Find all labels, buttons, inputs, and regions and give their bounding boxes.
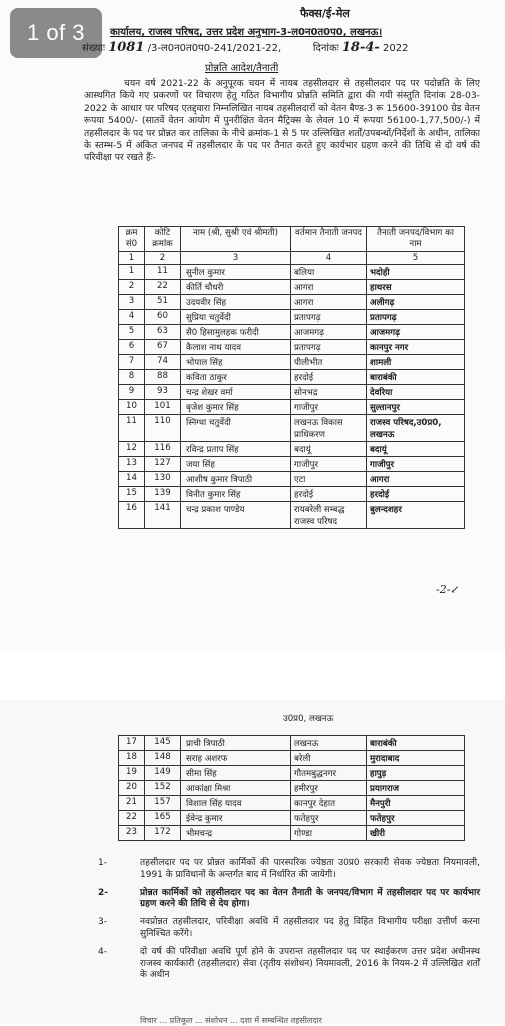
col-number: 5 bbox=[367, 252, 465, 265]
cell-serial: 13 bbox=[119, 457, 145, 472]
cell-new-posting: हाथरस bbox=[367, 280, 465, 295]
cell-name: सुनील कुमार bbox=[181, 265, 291, 280]
cell-grade: 60 bbox=[145, 310, 181, 325]
cell-new-posting: गाजीपुर bbox=[367, 457, 465, 472]
cell-current-posting: गाजीपुर bbox=[291, 400, 367, 415]
cell-new-posting: देवरिया bbox=[367, 385, 465, 400]
table-row bbox=[119, 340, 465, 355]
cell-serial: 1 bbox=[119, 265, 145, 280]
header-serial: क्रम सं0 bbox=[119, 227, 145, 252]
cell-name: सै0 हिसामुलहक फरीदी bbox=[181, 325, 291, 340]
cell-serial: 21 bbox=[119, 796, 145, 811]
cell-grade: 172 bbox=[145, 826, 181, 841]
cell-grade: 88 bbox=[145, 370, 181, 385]
table-row bbox=[119, 736, 465, 751]
cell-grade: 141 bbox=[145, 502, 181, 529]
cell-serial: 16 bbox=[119, 502, 145, 529]
table-row bbox=[119, 796, 465, 811]
table-row bbox=[119, 385, 465, 400]
date-label: दिनांकः bbox=[312, 43, 339, 54]
cell-serial: 17 bbox=[119, 736, 145, 751]
table-row bbox=[119, 415, 465, 442]
cell-serial: 3 bbox=[119, 295, 145, 310]
cell-name: बृजेश कुमार सिंह bbox=[181, 400, 291, 415]
col-number: 3 bbox=[181, 252, 291, 265]
table-row bbox=[119, 487, 465, 502]
order-paragraph: चयन वर्ष 2021-22 के अनुपूरक चयन में नायब तहसीलदार से तहसीलदार पद पर पदोन्नति के लिए आस्थगित किये गए प्रकरणों पर विचारण हेतु गठित विभागीय प्रोन्नति समिति द्वारा की गयी संस्तुति दिनांक 28-03-2022 के आधार पर परिषद एतद्द्वारा निम्नलिखित नायब तहसीलदारों को वेतन बैण्ड-3 रू 15600-39100 ग्रेड वेतन रूपया 5400/- (सातवें वेतन आयोग में पुनरीक्षित वेतन मैट्रिक्स के लेवल 10 में रूपया 56100-1,77,500/-) में तहसीलदार के पद पर प्रोन्नत कर तालिका के नीचे क्रमांक-1 से 5 पर उल्लिखित शर्तों/उपबन्धों/निर्देशों के अधीन, तालिका के स्तम्भ-5 में अंकित जनपद में तहसीलदार के पद पर तैनात करते हुए कार्यभार ग्रहण करने की तिथि से दो वर्ष की परिवीक्षा पर रखते हैंः- bbox=[84, 78, 480, 164]
cell-grade: 51 bbox=[145, 295, 181, 310]
condition-number: 1- bbox=[98, 858, 107, 868]
cell-serial: 6 bbox=[119, 340, 145, 355]
col-number: 1 bbox=[119, 252, 145, 265]
cell-serial: 15 bbox=[119, 487, 145, 502]
table-row bbox=[119, 826, 465, 841]
cell-new-posting: प्रयागराज bbox=[367, 781, 465, 796]
col-number: 2 bbox=[145, 252, 181, 265]
cell-name: आशीष कुमार त्रिपाठी bbox=[181, 472, 291, 487]
column-number-row bbox=[119, 252, 465, 265]
posting-table-continued bbox=[118, 735, 465, 841]
cell-current-posting: रायबरेली सम्बद्ध राजस्व परिषद bbox=[291, 502, 367, 529]
cell-new-posting: कानपुर नगर bbox=[367, 340, 465, 355]
cell-current-posting: आगरा bbox=[291, 280, 367, 295]
cell-new-posting: शामली bbox=[367, 355, 465, 370]
cell-grade: 157 bbox=[145, 796, 181, 811]
cell-new-posting: भदोही bbox=[367, 265, 465, 280]
cell-current-posting: बदायूं bbox=[291, 442, 367, 457]
table-row bbox=[119, 265, 465, 280]
cell-serial: 2 bbox=[119, 280, 145, 295]
cell-name: उदयवीर सिंह bbox=[181, 295, 291, 310]
cell-name: कैलाश नाथ यादव bbox=[181, 340, 291, 355]
cell-grade: 74 bbox=[145, 355, 181, 370]
header-new-posting: तैनाती जनपद/विभाग का नाम bbox=[367, 227, 465, 252]
cell-grade: 11 bbox=[145, 265, 181, 280]
cell-current-posting: गौतमबुद्धनगर bbox=[291, 766, 367, 781]
cell-current-posting: आजमगढ़ bbox=[291, 325, 367, 340]
cell-name: जया सिंह bbox=[181, 457, 291, 472]
page-gap bbox=[0, 650, 505, 700]
col-number: 4 bbox=[291, 252, 367, 265]
ref-label: संख्याः bbox=[82, 43, 106, 54]
fax-header: फैक्स/ई-मेल bbox=[300, 7, 350, 20]
cell-name: चन्द्र प्रकाश पाण्डेय bbox=[181, 502, 291, 529]
condition-number: 2- bbox=[98, 887, 108, 898]
cell-grade: 148 bbox=[145, 751, 181, 766]
cell-serial: 5 bbox=[119, 325, 145, 340]
cell-current-posting: हरदोई bbox=[291, 487, 367, 502]
cell-new-posting: आजमगढ़ bbox=[367, 325, 465, 340]
cell-current-posting: प्रतापगढ़ bbox=[291, 310, 367, 325]
cell-new-posting: फतेहपुर bbox=[367, 811, 465, 826]
condition-item bbox=[100, 947, 480, 982]
posting-table bbox=[118, 226, 465, 529]
cell-name: सराह अशरफ bbox=[181, 751, 291, 766]
cell-current-posting: प्रतापगढ़ bbox=[291, 340, 367, 355]
cell-current-posting: लखनऊ bbox=[291, 736, 367, 751]
condition-item bbox=[100, 888, 480, 912]
condition-number: 4- bbox=[98, 946, 107, 957]
ref-number: 1081 bbox=[108, 40, 145, 55]
cell-current-posting: हमीरपुर bbox=[291, 781, 367, 796]
header-name: नाम (श्री, सुश्री एवं श्रीमती) bbox=[181, 227, 291, 252]
cell-current-posting: गाजीपुर bbox=[291, 457, 367, 472]
reference-line bbox=[82, 40, 408, 55]
cell-name: रविन्द्र प्रताप सिंह bbox=[181, 442, 291, 457]
ref-code: /3-ल0न0त0प0-241/2021-22, bbox=[147, 43, 282, 54]
cell-new-posting: सुल्तानपुर bbox=[367, 400, 465, 415]
office-heading: कार्यालय, राजस्व परिषद, उत्तर प्रदेश अनुभाग-3-ल0न0त0प0, लखनऊ। bbox=[110, 27, 383, 38]
table-row bbox=[119, 781, 465, 796]
cell-grade: 22 bbox=[145, 280, 181, 295]
cell-name: आकांक्षा मिश्रा bbox=[181, 781, 291, 796]
cell-new-posting: प्रतापगढ़ bbox=[367, 310, 465, 325]
cell-new-posting: बाराबंकी bbox=[367, 370, 465, 385]
condition-item bbox=[100, 917, 480, 941]
cell-serial: 4 bbox=[119, 310, 145, 325]
condition-item bbox=[100, 858, 480, 882]
cell-name: सुप्रिया चतुर्वेदी bbox=[181, 310, 291, 325]
cell-serial: 10 bbox=[119, 400, 145, 415]
cell-new-posting: बाराबंकी bbox=[367, 736, 465, 751]
cell-grade: 110 bbox=[145, 415, 181, 442]
cell-grade: 152 bbox=[145, 781, 181, 796]
cell-current-posting: हरदोई bbox=[291, 370, 367, 385]
cell-serial: 7 bbox=[119, 355, 145, 370]
cell-new-posting: हरदोई bbox=[367, 487, 465, 502]
cell-new-posting: मैनपुरी bbox=[367, 796, 465, 811]
cell-serial: 19 bbox=[119, 766, 145, 781]
condition-text: दो वर्ष की परिवीक्षा अवधि पूर्ण होने के उपरान्त तहसीलदार पद पर स्थाईकरण उत्तर प्रदेश अधीनस्थ राजस्व कार्यकारी (तहसीलदार) सेवा (तृतीय संशोधन) नियमावली, 2016 के नियम-2 में उल्लिखित शर्तों के अधीन bbox=[140, 946, 480, 981]
cell-serial: 11 bbox=[119, 415, 145, 442]
cell-name: ईवेन्द्र कुमार bbox=[181, 811, 291, 826]
cell-serial: 22 bbox=[119, 811, 145, 826]
table-row bbox=[119, 400, 465, 415]
table-row bbox=[119, 811, 465, 826]
table-row bbox=[119, 472, 465, 487]
cell-serial: 18 bbox=[119, 751, 145, 766]
cell-grade: 116 bbox=[145, 442, 181, 457]
cell-new-posting: राजस्व परिषद,उ0प्र0, लखनऊ bbox=[367, 415, 465, 442]
date-year: 2022 bbox=[382, 43, 409, 54]
cell-current-posting: फतेहपुर bbox=[291, 811, 367, 826]
table-row bbox=[119, 310, 465, 325]
cell-name: कीर्ति चौधरी bbox=[181, 280, 291, 295]
cell-name: कविता ठाकुर bbox=[181, 370, 291, 385]
cell-grade: 165 bbox=[145, 811, 181, 826]
cell-grade: 130 bbox=[145, 472, 181, 487]
date-handwritten: 18-4- bbox=[341, 40, 380, 55]
cell-serial: 20 bbox=[119, 781, 145, 796]
cell-new-posting: बुलन्दशहर bbox=[367, 502, 465, 529]
cell-current-posting: कानपुर देहात bbox=[291, 796, 367, 811]
cell-serial: 23 bbox=[119, 826, 145, 841]
table-header-row bbox=[119, 227, 465, 252]
condition-number: 3- bbox=[98, 917, 107, 928]
condition-text: नवप्रोन्नत तहसीलदार, परिवीक्षा अवधि में तहसीलदार पद हेतु विहित विभागीय परीक्षा उत्तीर्ण करना सुनिश्चित करेंगे। bbox=[140, 917, 480, 939]
cell-name: विशाल सिंह यादव bbox=[181, 796, 291, 811]
page-continuation-mark: -2-↙ bbox=[436, 583, 460, 596]
cell-grade: 67 bbox=[145, 340, 181, 355]
cell-name: भीमचन्द्र bbox=[181, 826, 291, 841]
cell-grade: 139 bbox=[145, 487, 181, 502]
table-row bbox=[119, 355, 465, 370]
cell-current-posting: सोनभद्र bbox=[291, 385, 367, 400]
header-grade: कोटि क्रमांक bbox=[145, 227, 181, 252]
table-row bbox=[119, 766, 465, 781]
page-indicator: 1 of 3 bbox=[10, 8, 102, 58]
table-row bbox=[119, 751, 465, 766]
cell-current-posting: बलिया bbox=[291, 265, 367, 280]
cell-new-posting: बदायूं bbox=[367, 442, 465, 457]
cell-current-posting: आगरा bbox=[291, 295, 367, 310]
cell-new-posting: मुरादाबाद bbox=[367, 751, 465, 766]
cell-current-posting: बरेली bbox=[291, 751, 367, 766]
cell-current-posting: गोण्डा bbox=[291, 826, 367, 841]
conditions-list bbox=[100, 858, 480, 988]
cell-serial: 14 bbox=[119, 472, 145, 487]
condition-text: तहसीलदार पद पर प्रोन्नत कार्मिकों की पारस्परिक ज्येष्ठता उ0प्र0 सरकारी सेवक ज्येष्ठता नियमावली, 1991 के प्राविधानों के अन्तर्गत बाद में निर्धारित की जायेगी। bbox=[140, 858, 480, 880]
cell-current-posting: एटा bbox=[291, 472, 367, 487]
header-current-posting: वर्तमान तैनाती जनपद bbox=[291, 227, 367, 252]
continued-cell-text: उ0प्र0, लखनऊ bbox=[283, 714, 334, 724]
cell-name: सीमा सिंह bbox=[181, 766, 291, 781]
table-row bbox=[119, 325, 465, 340]
condition-text: प्रोन्नत कार्मिकों को तहसीलदार पद का वेतन तैनाती के जनपद/विभाग में तहसीलदार पद पर कार्यभार ग्रहण करने की तिथि से देय होगा। bbox=[140, 887, 480, 910]
table-row bbox=[119, 502, 465, 529]
cell-name: विनीत कुमार सिंह bbox=[181, 487, 291, 502]
cell-serial: 9 bbox=[119, 385, 145, 400]
cell-grade: 101 bbox=[145, 400, 181, 415]
cell-name: चन्द्र शेखर वर्मा bbox=[181, 385, 291, 400]
cell-current-posting: लखनऊ विकास प्राधिकरण bbox=[291, 415, 367, 442]
table-row bbox=[119, 295, 465, 310]
table-row bbox=[119, 280, 465, 295]
cut-off-text: विचार ... प्रतिकूल ... संशोधन ... दशा में सम्बन्धित तहसीलदार bbox=[140, 1016, 322, 1025]
cell-serial: 8 bbox=[119, 370, 145, 385]
cell-new-posting: अलीगढ़ bbox=[367, 295, 465, 310]
order-title: प्रोन्नति आदेश/तैनाती bbox=[205, 63, 279, 74]
cell-grade: 145 bbox=[145, 736, 181, 751]
cell-current-posting: पीलीभीत bbox=[291, 355, 367, 370]
cell-new-posting: हापुड़ bbox=[367, 766, 465, 781]
cell-name: प्राची त्रिपाठी bbox=[181, 736, 291, 751]
cell-new-posting: खीरी bbox=[367, 826, 465, 841]
table-row bbox=[119, 457, 465, 472]
cell-grade: 93 bbox=[145, 385, 181, 400]
cell-grade: 149 bbox=[145, 766, 181, 781]
table-row bbox=[119, 442, 465, 457]
cell-name: भोपाल सिंह bbox=[181, 355, 291, 370]
cell-name: स्निग्धा चतुर्वेदी bbox=[181, 415, 291, 442]
cell-grade: 127 bbox=[145, 457, 181, 472]
cell-serial: 12 bbox=[119, 442, 145, 457]
table-row bbox=[119, 370, 465, 385]
cell-new-posting: आगरा bbox=[367, 472, 465, 487]
cell-grade: 63 bbox=[145, 325, 181, 340]
